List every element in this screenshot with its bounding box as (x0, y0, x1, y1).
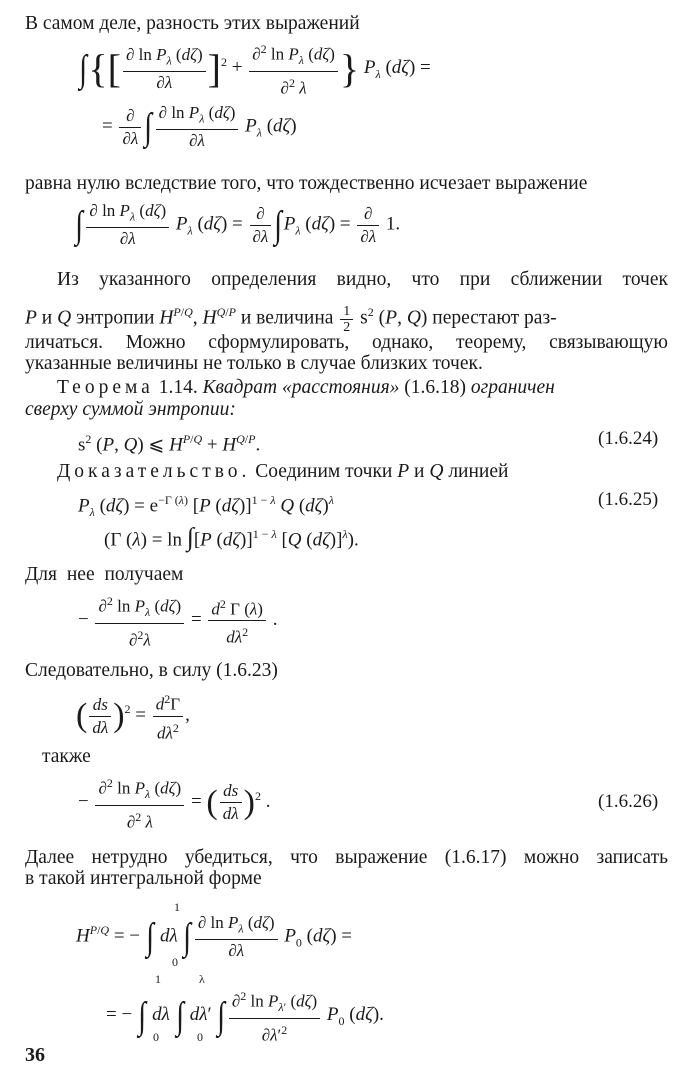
text-line: Из указанного определения видно, что при сближении точек (57, 269, 668, 290)
equation-second-derivative: − $\frac{\partial^2 \ln P_\lambda (d\zeta)}{\partial^2\lambda}$ = $\frac{d^2 \Gamma (\lambda)}{d\lambda^2}$ . (78, 594, 278, 650)
integral-limit: 0 (172, 955, 178, 969)
equation-1-6-25: $P_\lambda$ $(d\zeta) = e^{-\Gamma (\lambda)}$ [P (dζ)]$^{1 - \lambda}$ Q $(d\zeta)^\lambda$ (78, 493, 334, 520)
equation-1-6-24: $s^2$ (P, Q) ⩽ $H^{P/Q} + H^{Q/P}$. (78, 432, 261, 456)
equation-gamma-def: (Γ (λ) = ln ∫[P (dζ)]$^{1 - \lambda}$ [Q (dζ)]$^\lambda$). (104, 522, 359, 552)
equation-ds-dlambda: ( $\frac{ds}{d\lambda}$ )$^2$ = $\frac{d^2\Gamma}{d\lambda^2}$ , (76, 692, 190, 743)
equation-1-6-26: − $\frac{\partial^2 \ln P_\lambda (d\zeta)}{\partial^2 \lambda}$ = ( $\frac{ds}{d\lambda}$ )$^2$ . (78, 776, 271, 832)
theorem-line: Теорема 1.14. Квадрат «расстояния» (1.6.18) ограничен (57, 377, 555, 398)
text-line: Следовательно, в силу (1.6.23) (25, 660, 278, 681)
page-number: 36 (25, 1044, 45, 1066)
equation-integral-difference: ∫{[ $\frac{\partial \ln P_\lambda (d\zeta)}{\partial\lambda}$ ]$^2$ + $\frac{\partial^2 \ln P_\lambda (d\zeta)}{\partial^2 \lambda}$ } $P_\lambda$ (dζ) = (79, 42, 431, 98)
text-line: также (42, 746, 91, 767)
equation-entropy-integral-2: = − ∫ dλ ∫ dλ′ ∫ $\frac{\partial^2 \ln P_{\lambda'} (d\zeta)}{\partial\lambda'^2}$ $P_0$ (dζ). (106, 989, 384, 1045)
text-line: указанные величины не только в случае близких точек. (25, 353, 483, 374)
integral-limit: 1 (174, 900, 180, 914)
equation-integral-difference-2: = $\frac{\partial}{\partial\lambda}$ ∫ $\frac{\partial \ln P_\lambda (d\zeta)}{\partial\lambda}$ $P_\lambda$ (dζ) (102, 103, 297, 151)
equation-number: (1.6.25) (598, 489, 659, 510)
text-line: Для нее получаем (25, 564, 184, 585)
text-line: в такой интегральной форме (25, 868, 262, 889)
integral-limit: λ (199, 972, 205, 986)
equation-entropy-integral: $H^{P/Q}$ = − ∫ dλ ∫ $\frac{\partial \ln P_\lambda (d\zeta)}{\partial\lambda}$ $P_0$ (dζ) = (76, 913, 352, 961)
integral-limit: 0 (153, 1030, 159, 1044)
integral-limit: 0 (197, 1030, 203, 1044)
proof-line: Доказательство. Соединим точки P и Q линией (57, 461, 509, 482)
integral-limit: 1 (155, 972, 161, 986)
text-line: В самом деле, разность этих выражений (25, 13, 360, 34)
text-line: Далее нетрудно убедиться, что выражение (1.6.17) можно записать (25, 847, 668, 868)
equation-vanishing: ∫ $\frac{\partial \ln P_\lambda (d\zeta)}{\partial\lambda}$ $P_\lambda$ (dζ) = $\frac{\partial}{\partial\lambda}$ $\int P_\lambda$ (dζ) = $\frac{\partial}{\partial\lambda}$ 1. (75, 201, 401, 249)
equation-number: (1.6.24) (598, 428, 659, 449)
text-line: равна нулю вследствие того, что тождественно исчезает выражение (25, 173, 588, 194)
text-line: личаться. Можно сформулировать, однако, теорему, связывающую (25, 332, 668, 353)
text-line-with-math: P и Q энтропии $H^{P/Q}$, $H^{Q/P}$ и величина $\frac{1}{2}$ $s^2$ (P, Q) перестают раз- (25, 303, 557, 335)
theorem-line: сверху суммой энтропии: (25, 399, 236, 420)
equation-number: (1.6.26) (598, 791, 659, 812)
